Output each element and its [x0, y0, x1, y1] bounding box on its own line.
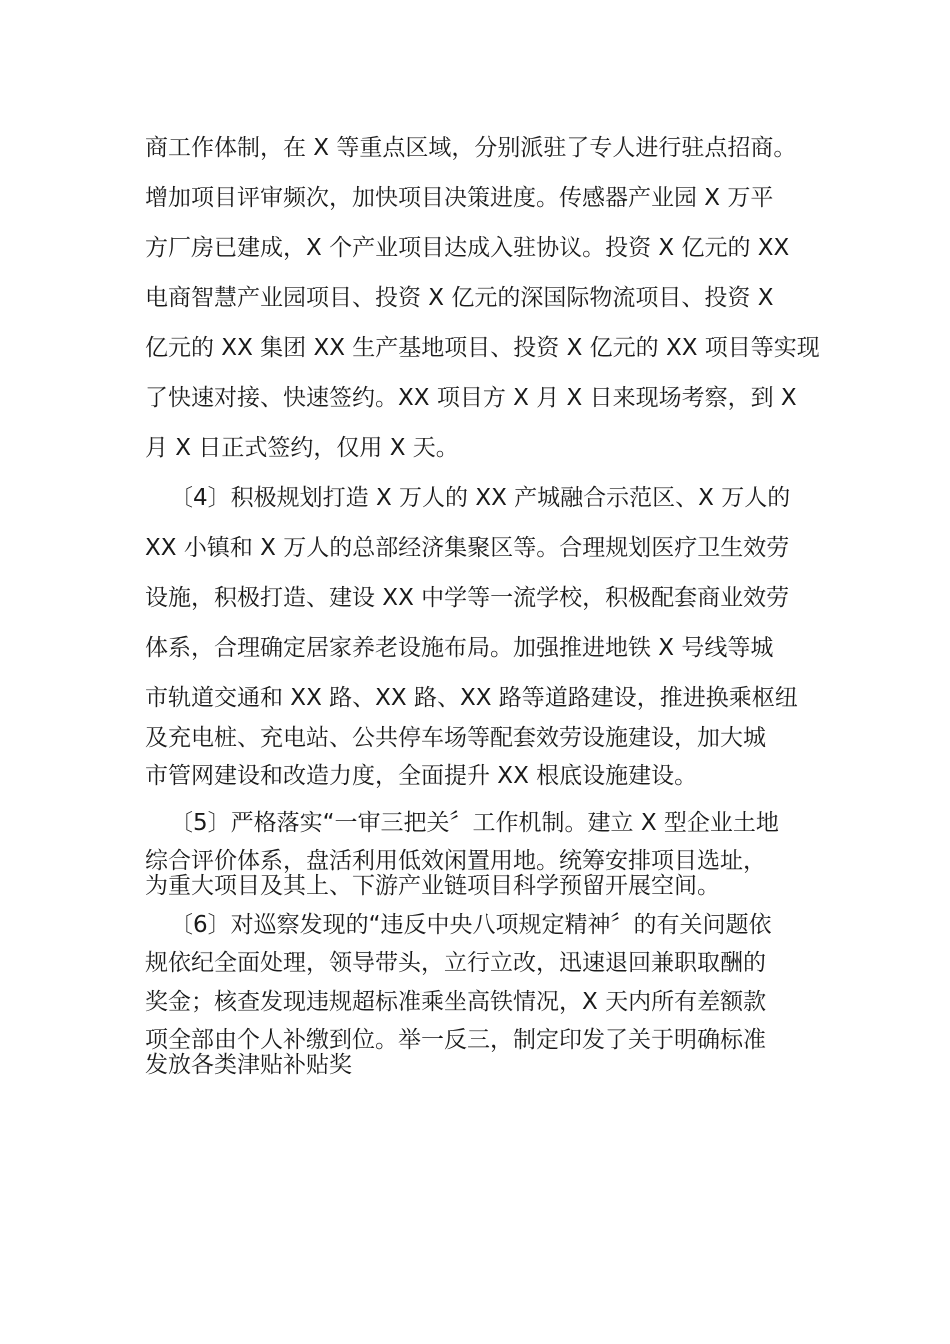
text-line-1: 商工作体制，在 X 等重点区域，分别派驻了专人进行驻点招商。 — [145, 135, 797, 161]
text-line-4: 电商智慧产业园项目、投资 X 亿元的深国际物流项目、投资 X — [145, 285, 774, 311]
text-line-8: 〔4〕积极规划打造 X 万人的 XX 产城融合示范区、X 万人的 — [170, 485, 791, 511]
text-line-22: 发放各类津贴补贴奖 — [145, 1052, 352, 1078]
text-line-17: 为重大项目及其上、下游产业链项目科学预留开展空间。 — [145, 873, 720, 899]
text-line-14: 市管网建设和改造力度，全面提升 XX 根底设施建设。 — [145, 763, 698, 789]
text-line-21: 项全部由个人补缴到位。举一反三，制定印发了关于明确标准 — [145, 1027, 766, 1053]
text-line-13: 及充电桩、充电站、公共停车场等配套效劳设施建设，加大城 — [145, 725, 766, 751]
text-line-6: 了快速对接、快速签约。XX 项目方 X 月 X 日来现场考察，到 X — [145, 385, 797, 411]
text-line-5: 亿元的 XX 集团 XX 生产基地项目、投资 X 亿元的 XX 项目等实现 — [145, 335, 820, 361]
text-line-3: 方厂房已建成，X 个产业项目达成入驻协议。投资 X 亿元的 XX — [145, 235, 790, 261]
text-line-9: XX 小镇和 X 万人的总部经济集聚区等。合理规划医疗卫生效劳 — [145, 535, 790, 561]
text-line-11: 体系，合理确定居家养老设施布局。加强推进地铁 X 号线等城 — [145, 635, 774, 661]
text-line-7: 月 X 日正式签约，仅用 X 天。 — [145, 435, 459, 461]
text-line-12: 市轨道交通和 XX 路、XX 路、XX 路等道路建设，推进换乘枢纽 — [145, 685, 798, 711]
text-line-19: 规依纪全面处理，领导带头，立行立改，迅速退回兼职取酬的 — [145, 950, 766, 976]
text-line-20: 奖金；核查发现违规超标准乘坐高铁情况，X 天内所有差额款 — [145, 989, 767, 1015]
text-line-18: 〔6〕对巡察发现的“违反中央八项规定精神〞的有关问题依 — [170, 912, 772, 938]
text-line-15: 〔5〕严格落实“一审三把关〞工作机制。建立 X 型企业土地 — [170, 810, 779, 836]
text-line-2: 增加项目评审频次，加快项目决策进度。传感器产业园 X 万平 — [145, 185, 774, 211]
text-line-16: 综合评价体系，盘活利用低效闲置用地。统筹安排项目选址， — [145, 848, 766, 874]
text-line-10: 设施，积极打造、建设 XX 中学等一流学校，积极配套商业效劳 — [145, 585, 790, 611]
